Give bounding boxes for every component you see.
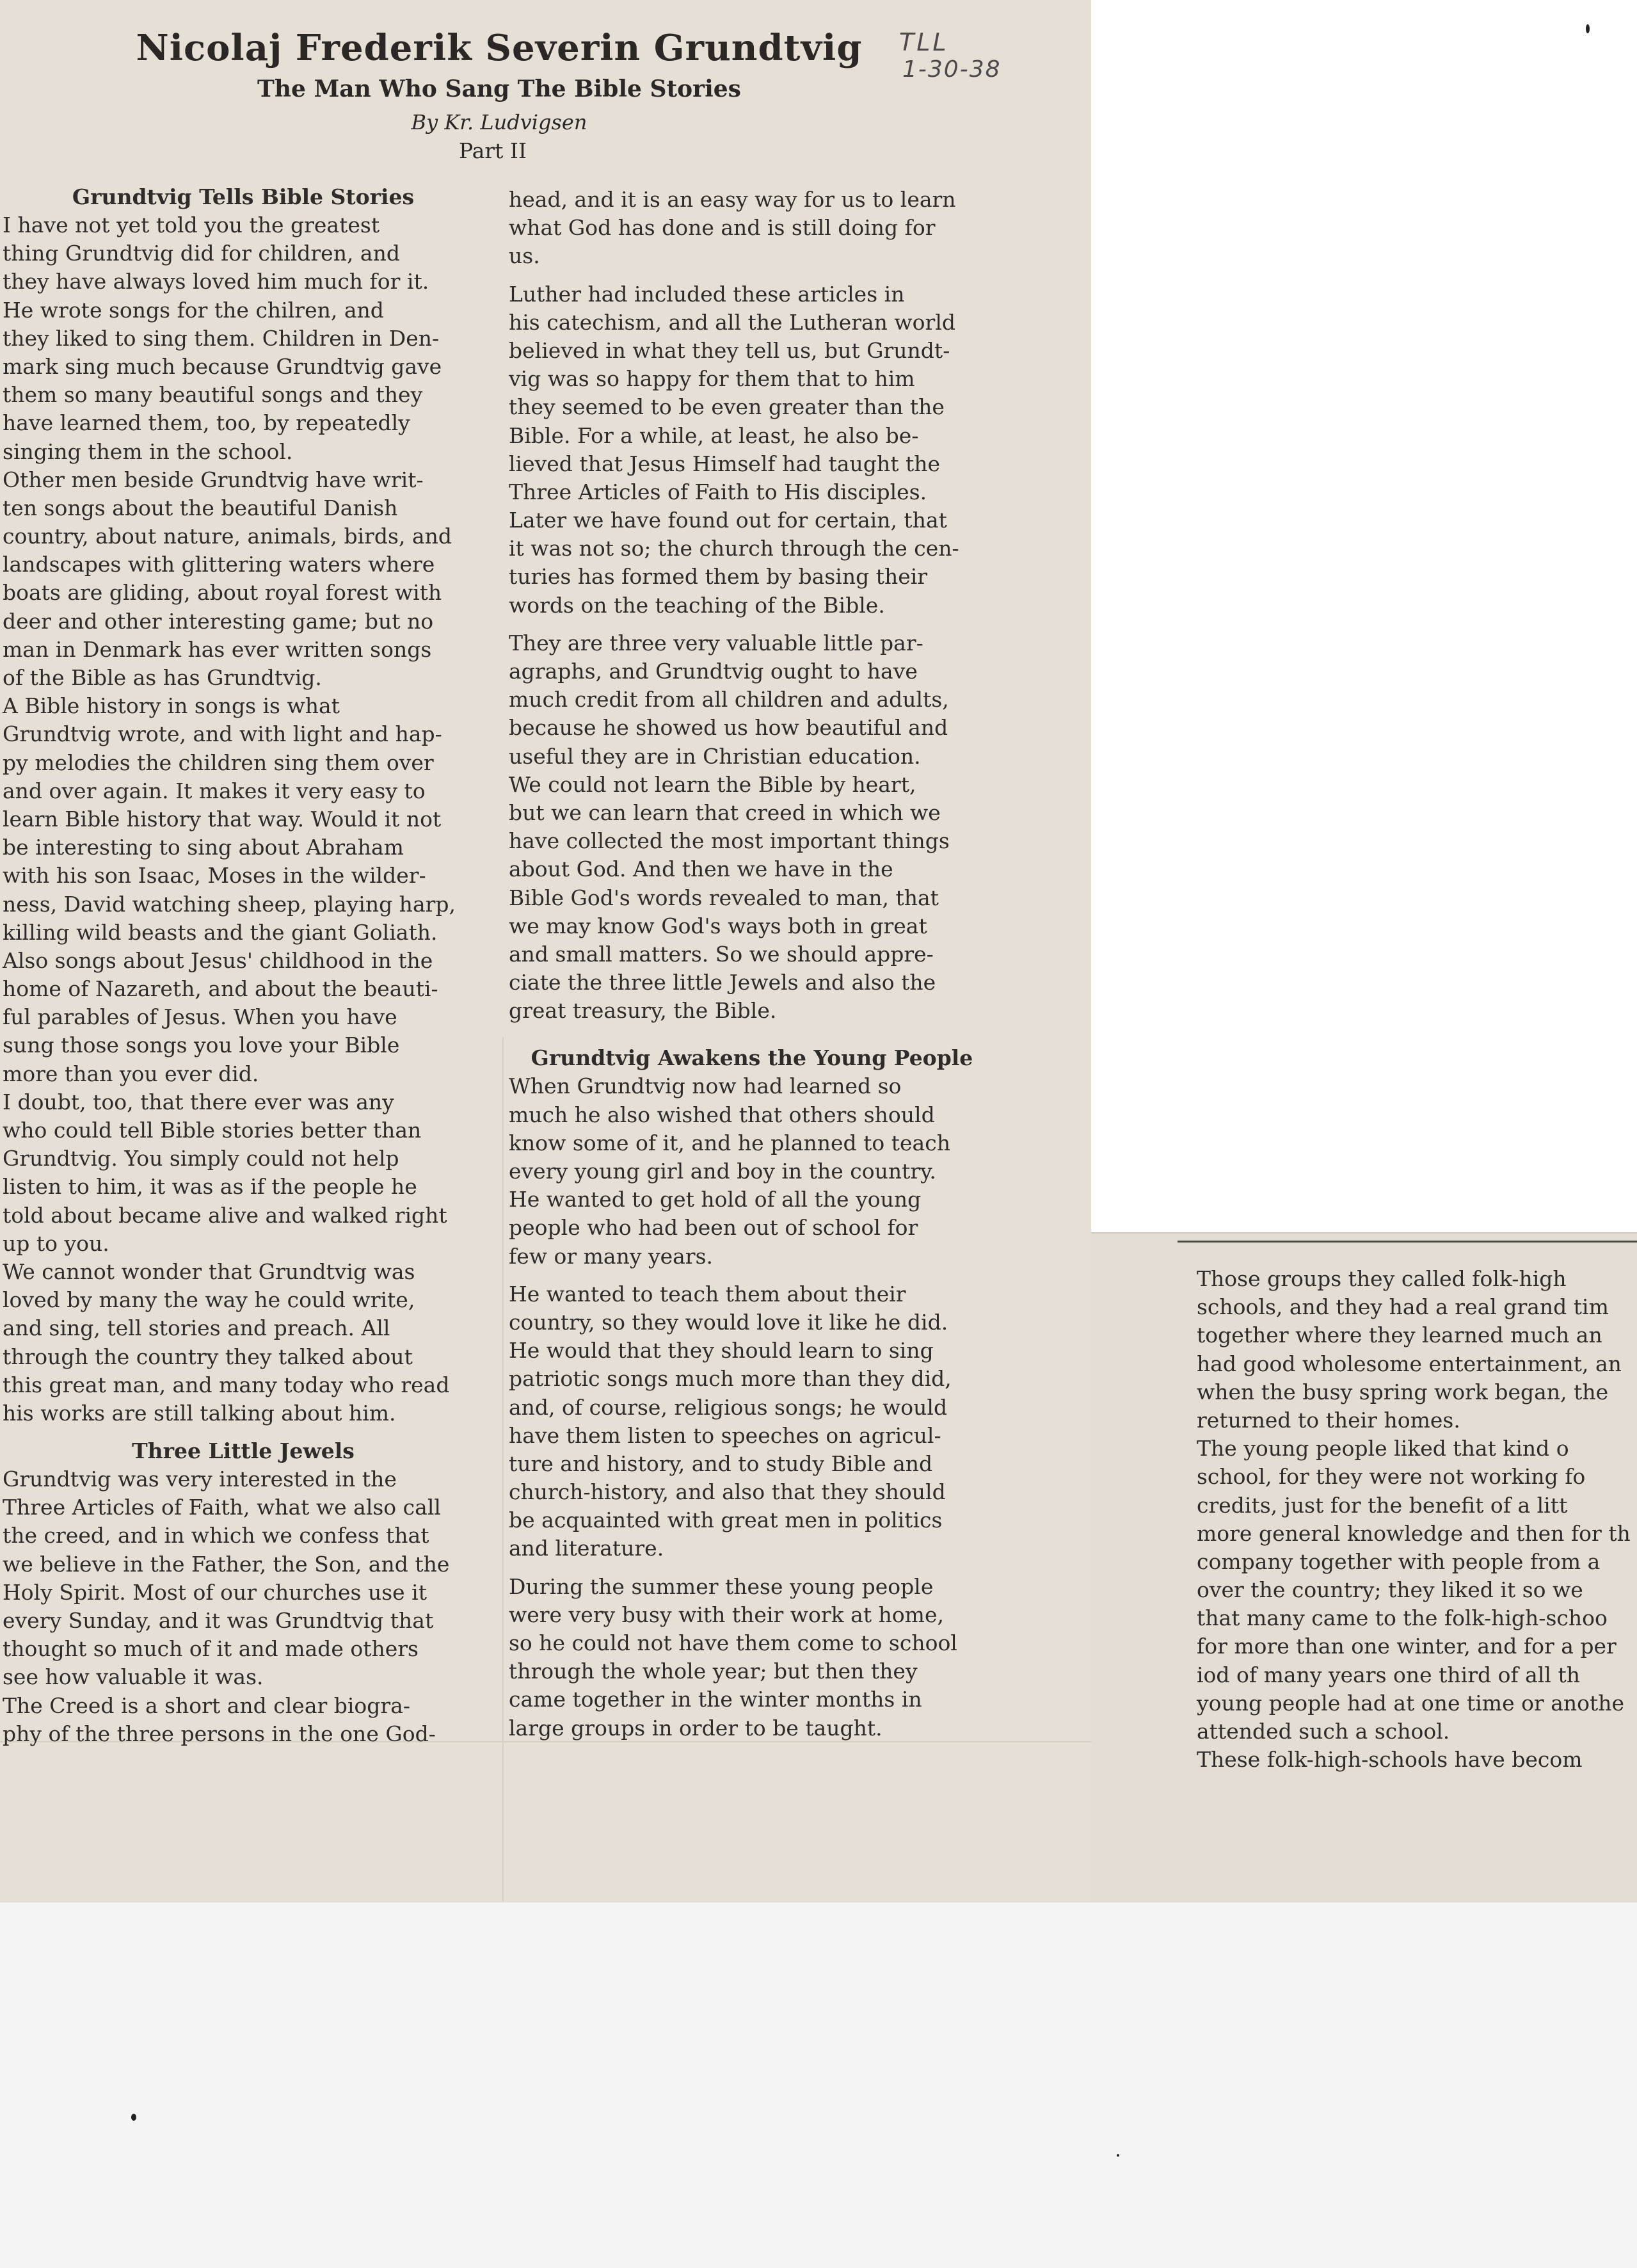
text-line: who could tell Bible stories better than — [3, 1118, 422, 1143]
text-line: Three Articles of Faith, what we also call — [3, 1495, 441, 1520]
text-line: These folk-high-schools have becom — [1197, 1747, 1583, 1773]
text-line: together where they learned much an — [1197, 1323, 1602, 1348]
clipping-edge — [1091, 1232, 1637, 1234]
text-line: know some of it, and he planned to teach — [509, 1130, 950, 1155]
text-line: have learned them, too, by repeatedly — [3, 410, 410, 436]
text-line: learn Bible history that way. Would it not — [3, 806, 442, 832]
text-line: Holy Spirit. Most of our churches use it — [3, 1579, 427, 1605]
text-line: ciate the three little Jewels and also the — [509, 970, 936, 995]
text-line: them so many beautiful songs and they — [3, 382, 423, 408]
text-line: words on the teaching of the Bible. — [509, 592, 885, 618]
text-line: this great man, and many today who read — [3, 1372, 450, 1397]
text-line: few or many years. — [509, 1243, 714, 1269]
text-line: his catechism, and all the Lutheran world — [509, 309, 955, 335]
text-line: because he showed us how beautiful and — [509, 715, 948, 741]
text-line: Grundtvig was very interested in the — [3, 1467, 397, 1492]
text-line: us. — [509, 243, 540, 269]
text-line: country, about nature, animals, birds, and — [3, 524, 452, 549]
text-column-3 — [1197, 1265, 1637, 1774]
text-line: deer and other interesting game; but no — [3, 608, 434, 634]
section-heading: Three Little Jewels — [132, 1438, 355, 1464]
text-line: be acquainted with great men in politics — [509, 1508, 943, 1533]
text-line: more than you ever did. — [3, 1061, 259, 1086]
text-line: of the Bible as has Grundtvig. — [3, 665, 322, 690]
text-line: ten songs about the beautiful Danish — [3, 495, 398, 520]
text-line: but we can learn that creed in which we — [509, 800, 941, 825]
text-line: much credit from all children and adults, — [509, 687, 949, 712]
column-rule — [1178, 1241, 1637, 1243]
text-line: they have always loved him much for it. — [3, 269, 429, 294]
text-line: be interesting to sing about Abraham — [3, 835, 404, 860]
text-line: they liked to sing them. Children in Den- — [3, 325, 440, 351]
paragraph-gap — [509, 271, 995, 280]
text-line: people who had been out of school for — [509, 1215, 918, 1241]
text-line: every Sunday, and it was Grundtvig that — [3, 1608, 434, 1633]
dust-speck — [1586, 24, 1590, 33]
text-line: through the country they talked about — [3, 1344, 413, 1369]
text-line: the creed, and in which we confess that — [3, 1523, 429, 1548]
text-line: We could not learn the Bible by heart, — [509, 771, 916, 797]
section-heading: Grundtvig Tells Bible Stories — [72, 184, 415, 209]
text-line: Later we have found out for certain, that — [509, 508, 947, 533]
text-line: they seemed to be even greater than the — [509, 394, 945, 420]
byline: By Kr. Ludvigsen — [411, 110, 587, 134]
text-line: A Bible history in songs is what — [3, 693, 340, 719]
text-line: school, for they were not working fo — [1197, 1464, 1586, 1490]
article-subtitle: The Man Who Sang The Bible Stories — [257, 76, 741, 102]
text-line: large groups in order to be taught. — [509, 1715, 882, 1741]
section-heading: Grundtvig Awakens the Young People — [531, 1045, 973, 1071]
text-line: Those groups they called folk-high — [1197, 1266, 1567, 1291]
text-line: so he could not have them come to school — [509, 1630, 957, 1655]
text-line: attended such a school. — [1197, 1719, 1450, 1744]
text-line: much he also wished that others should — [509, 1102, 935, 1127]
text-line: told about became alive and walked right — [3, 1202, 447, 1228]
text-line: returned to their homes. — [1197, 1407, 1460, 1433]
text-line: have collected the most important things — [509, 828, 950, 854]
text-line: loved by many the way he could write, — [3, 1287, 415, 1313]
text-line: and sing, tell stories and preach. All — [3, 1315, 390, 1341]
text-line: home of Nazareth, and about the beauti- — [3, 976, 438, 1002]
text-line: we may know God's ways both in great — [509, 913, 927, 938]
text-line: have them listen to speeches on agricul- — [509, 1422, 941, 1448]
text-line: man in Denmark has ever written songs — [3, 636, 432, 662]
text-line: He would that they should learn to sing — [509, 1338, 934, 1363]
text-line: Other men beside Grundtvig have writ- — [3, 467, 424, 492]
text-line: agraphs, and Grundtvig ought to have — [509, 659, 918, 684]
text-line: were very busy with their work at home, — [509, 1602, 944, 1627]
text-line: When Grundtvig now had learned so — [509, 1074, 902, 1099]
text-line: country, so they would love it like he did. — [509, 1309, 948, 1335]
text-line: for more than one winter, and for a per — [1197, 1634, 1617, 1659]
text-line: During the summer these young people — [509, 1573, 934, 1599]
text-line: ful parables of Jesus. When you have — [3, 1004, 397, 1030]
paragraph-gap — [509, 620, 995, 629]
text-line: great treasury, the Bible. — [509, 998, 777, 1024]
text-line: listen to him, it was as if the people he — [3, 1174, 417, 1200]
scanner-background — [1091, 0, 1637, 1232]
text-line: Bible God's words revealed to man, that — [509, 885, 939, 910]
text-line: and, of course, religious songs; he would — [509, 1394, 948, 1420]
text-line: phy of the three persons in the one God- — [3, 1721, 436, 1746]
text-line: company together with people from a — [1197, 1548, 1601, 1574]
text-line: came together in the winter months in — [509, 1687, 922, 1712]
text-line: it was not so; the church through the cen- — [509, 536, 959, 561]
text-line: Luther had included these articles in — [509, 281, 905, 307]
text-line: through the whole year; but then they — [509, 1659, 918, 1684]
text-line: mark sing much because Grundtvig gave — [3, 353, 442, 379]
text-line: iod of many years one third of all th — [1197, 1662, 1580, 1687]
text-line: boats are gliding, about royal forest with — [3, 580, 442, 606]
text-line: They are three very valuable little par- — [509, 630, 923, 655]
text-line: credits, just for the benefit of a litt — [1197, 1492, 1568, 1518]
text-line: patriotic songs much more than they did, — [509, 1366, 952, 1392]
text-line: Grundtvig. You simply could not help — [3, 1146, 399, 1171]
text-line: useful they are in Christian education. — [509, 743, 921, 769]
text-line: believed in what they tell us, but Grundt- — [509, 337, 950, 363]
text-line: more general knowledge and then for th — [1197, 1520, 1631, 1546]
text-column-1 — [3, 183, 484, 1748]
text-line: turies has formed them by basing their — [509, 564, 928, 590]
text-line: thing Grundtvig did for children, and — [3, 241, 400, 266]
text-line: sung those songs you love your Bible — [3, 1033, 400, 1058]
text-line: He wanted to teach them about their — [509, 1281, 906, 1307]
text-line: ture and history, and to study Bible and — [509, 1451, 933, 1476]
text-line: The Creed is a short and clear biogra- — [3, 1693, 411, 1718]
text-line: schools, and they had a real grand tim — [1197, 1294, 1609, 1320]
dust-speck — [1117, 2154, 1119, 2157]
text-line: church-history, and also that they should — [509, 1479, 946, 1505]
paragraph-gap — [509, 1563, 995, 1573]
text-line: up to you. — [3, 1230, 109, 1256]
text-line: and literature. — [509, 1536, 664, 1561]
fold-crease-vertical — [502, 1037, 504, 1901]
text-line: and over again. It makes it very easy to — [3, 778, 426, 803]
text-line: what God has done and is still doing for — [509, 215, 936, 241]
text-line: with his son Isaac, Moses in the wilder- — [3, 863, 426, 889]
text-line: thought so much of it and made others — [3, 1636, 419, 1662]
paragraph-gap — [509, 1025, 995, 1034]
text-line: when the busy spring work began, the — [1197, 1379, 1609, 1404]
paragraph-gap — [509, 1034, 995, 1044]
text-line: landscapes with glittering waters where — [3, 552, 435, 577]
text-line: his works are still talking about him. — [3, 1400, 396, 1426]
text-line: singing them in the school. — [3, 438, 293, 464]
paragraph-gap — [509, 1271, 995, 1280]
text-line: ness, David watching sheep, playing harp, — [3, 891, 456, 917]
text-line: Bible. For a while, at least, he also be- — [509, 422, 919, 448]
text-line: The young people liked that kind o — [1197, 1436, 1569, 1461]
text-column-2 — [509, 186, 995, 1742]
text-line: we believe in the Father, the Son, and the — [3, 1551, 450, 1577]
text-line: head, and it is an easy way for us to learn — [509, 187, 956, 212]
text-line: vig was so happy for them that to him — [509, 366, 915, 392]
text-line: lieved that Jesus Himself had taught the — [509, 451, 940, 476]
text-line: Three Articles of Faith to His disciples. — [509, 479, 927, 504]
text-line: We cannot wonder that Grundtvig was — [3, 1259, 415, 1284]
text-line: py melodies the children sing them over — [3, 750, 434, 775]
handwritten-date: 1-30-38 — [902, 56, 1002, 83]
paragraph-gap — [3, 1428, 484, 1437]
text-line: Also songs about Jesus' childhood in the — [3, 947, 433, 973]
dust-speck — [131, 2114, 136, 2121]
text-line: young people had at one time or anothe — [1197, 1690, 1625, 1716]
text-line: had good wholesome entertainment, an — [1197, 1351, 1622, 1376]
article-title: Nicolaj Frederik Severin Grundtvig — [136, 27, 863, 69]
text-line: I doubt, too, that there ever was any — [3, 1089, 394, 1114]
text-line: see how valuable it was. — [3, 1664, 264, 1690]
text-line: about God. And then we have in the — [509, 857, 893, 882]
text-line: over the country; they liked it so we — [1197, 1577, 1583, 1603]
text-line: Grundtvig wrote, and with light and hap- — [3, 721, 442, 747]
handwritten-code: TLL — [899, 28, 949, 56]
text-line: I have not yet told you the greatest — [3, 213, 380, 237]
text-line: every young girl and boy in the country. — [509, 1159, 936, 1184]
text-line: that many came to the folk-high-schoo — [1197, 1605, 1608, 1631]
text-line: killing wild beasts and the giant Goliath. — [3, 919, 438, 945]
text-line: He wanted to get hold of all the young — [509, 1187, 922, 1212]
text-line: He wrote songs for the chilren, and — [3, 297, 384, 323]
scanner-bed — [0, 1902, 1637, 2268]
part-label: Part II — [459, 138, 527, 163]
text-line: and small matters. So we should appre- — [509, 941, 934, 967]
